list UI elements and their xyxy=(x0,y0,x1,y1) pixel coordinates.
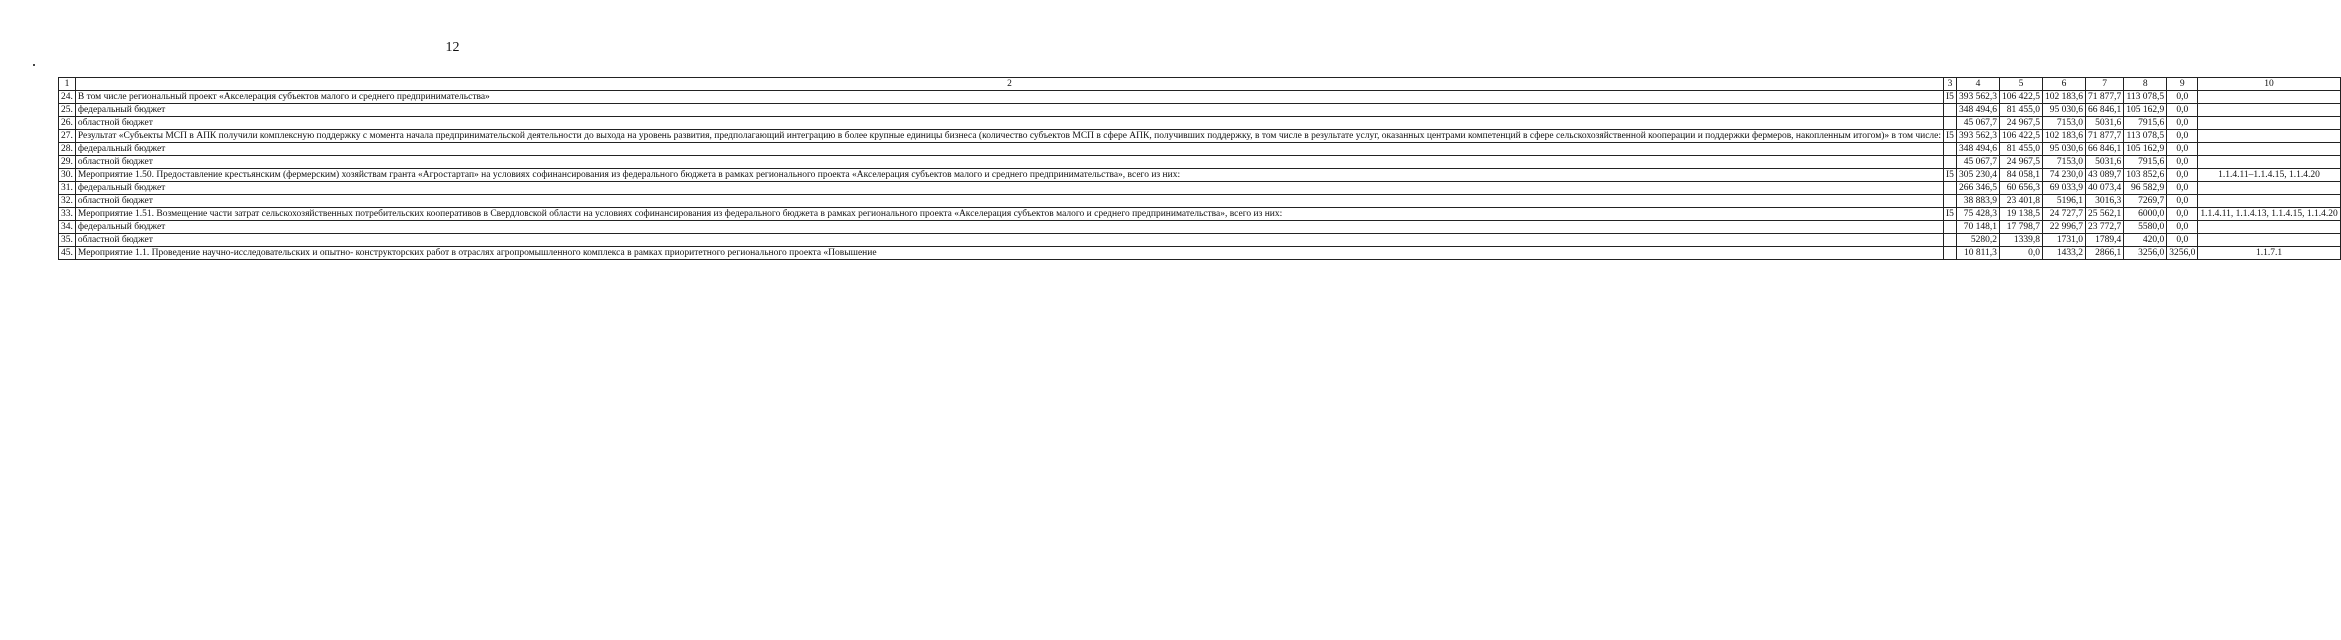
row-value-col6: 5196,1 xyxy=(2042,195,2085,208)
row-value-col5: 84 058,1 xyxy=(1999,169,2042,182)
row-number: 25. xyxy=(59,104,76,117)
row-value-col4: 10 811,3 xyxy=(1956,247,1999,260)
row-reference xyxy=(2198,130,2340,143)
row-value-col9: 0,0 xyxy=(2167,117,2198,130)
header-cell: 7 xyxy=(2085,78,2123,91)
row-value-col8: 420,0 xyxy=(2124,234,2167,247)
row-value-col7: 71 877,7 xyxy=(2085,130,2123,143)
row-value-col6: 22 996,7 xyxy=(2042,221,2085,234)
row-value-col9: 0,0 xyxy=(2167,221,2198,234)
row-number: 24. xyxy=(59,91,76,104)
row-description: областной бюджет xyxy=(75,117,1943,130)
row-value-col9: 0,0 xyxy=(2167,156,2198,169)
row-code xyxy=(1944,195,1957,208)
row-description: федеральный бюджет xyxy=(75,143,1943,156)
table-row xyxy=(59,104,2341,117)
table-row xyxy=(59,130,2341,143)
row-value-col5: 19 138,5 xyxy=(1999,208,2042,221)
row-code xyxy=(1944,117,1957,130)
row-value-col6: 102 183,6 xyxy=(2042,130,2085,143)
row-value-col8: 3256,0 xyxy=(2124,247,2167,260)
row-value-col6: 7153,0 xyxy=(2042,156,2085,169)
row-description: федеральный бюджет xyxy=(75,221,1943,234)
row-reference xyxy=(2198,91,2340,104)
row-value-col4: 75 428,3 xyxy=(1956,208,1999,221)
row-value-col4: 393 562,3 xyxy=(1956,91,1999,104)
header-cell: 6 xyxy=(2042,78,2085,91)
row-value-col7: 5031,6 xyxy=(2085,117,2123,130)
row-number: 35. xyxy=(59,234,76,247)
row-value-col6: 24 727,7 xyxy=(2042,208,2085,221)
row-value-col5: 24 967,5 xyxy=(1999,156,2042,169)
scan-dot xyxy=(33,64,35,66)
row-value-col7: 2866,1 xyxy=(2085,247,2123,260)
row-value-col7: 40 073,4 xyxy=(2085,182,2123,195)
row-code xyxy=(1944,104,1957,117)
row-value-col8: 103 852,6 xyxy=(2124,169,2167,182)
row-reference: 1.1.4.11–1.1.4.15, 1.1.4.20 xyxy=(2198,169,2340,182)
row-value-col7: 3016,3 xyxy=(2085,195,2123,208)
row-value-col8: 113 078,5 xyxy=(2124,91,2167,104)
row-value-col4: 45 067,7 xyxy=(1956,117,1999,130)
row-value-col4: 348 494,6 xyxy=(1956,143,1999,156)
row-value-col8: 96 582,9 xyxy=(2124,182,2167,195)
row-value-col6: 1731,0 xyxy=(2042,234,2085,247)
table-row xyxy=(59,221,2341,234)
row-value-col8: 7269,7 xyxy=(2124,195,2167,208)
row-number: 29. xyxy=(59,156,76,169)
row-reference: 1.1.4.11, 1.1.4.13, 1.1.4.15, 1.1.4.20 xyxy=(2198,208,2340,221)
header-cell: 8 xyxy=(2124,78,2167,91)
row-value-col7: 25 562,1 xyxy=(2085,208,2123,221)
row-reference xyxy=(2198,195,2340,208)
row-value-col9: 0,0 xyxy=(2167,208,2198,221)
row-value-col4: 393 562,3 xyxy=(1956,130,1999,143)
row-code xyxy=(1944,143,1957,156)
row-value-col7: 66 846,1 xyxy=(2085,143,2123,156)
header-cell: 1 xyxy=(59,78,76,91)
row-value-col8: 105 162,9 xyxy=(2124,143,2167,156)
row-description: В том числе региональный проект «Акселерация субъектов малого и среднего предпринимательства» xyxy=(75,91,1943,104)
row-code: I5 xyxy=(1944,208,1957,221)
row-value-col4: 305 230,4 xyxy=(1956,169,1999,182)
table-row xyxy=(59,143,2341,156)
row-value-col9: 0,0 xyxy=(2167,104,2198,117)
row-value-col5: 24 967,5 xyxy=(1999,117,2042,130)
row-value-col9: 0,0 xyxy=(2167,130,2198,143)
row-value-col9: 0,0 xyxy=(2167,234,2198,247)
row-value-col8: 105 162,9 xyxy=(2124,104,2167,117)
row-value-col4: 70 148,1 xyxy=(1956,221,1999,234)
row-value-col7: 71 877,7 xyxy=(2085,91,2123,104)
row-value-col8: 5580,0 xyxy=(2124,221,2167,234)
row-reference xyxy=(2198,104,2340,117)
row-reference xyxy=(2198,221,2340,234)
row-number: 27. xyxy=(59,130,76,143)
row-code xyxy=(1944,221,1957,234)
row-value-col6: 95 030,6 xyxy=(2042,104,2085,117)
table-row xyxy=(59,91,2341,104)
header-cell: 9 xyxy=(2167,78,2198,91)
row-value-col9: 0,0 xyxy=(2167,169,2198,182)
row-number: 34. xyxy=(59,221,76,234)
header-cell: 2 xyxy=(75,78,1943,91)
row-number: 26. xyxy=(59,117,76,130)
row-description: Мероприятие 1.51. Возмещение части затрат сельскохозяйственных потребительских кооперативов в Свердловской области на условиях софинансирования из федерального бюджета в рамках регионального проекта «Акселерация субъектов малого и среднего предпринимательства», всего из них: xyxy=(75,208,1943,221)
row-value-col9: 0,0 xyxy=(2167,143,2198,156)
row-code xyxy=(1944,234,1957,247)
row-code: I5 xyxy=(1944,91,1957,104)
row-description: Результат «Субъекты МСП в АПК получили комплексную поддержку с момента начала предпринимательской деятельности до выхода на уровень развития, предполагающий интеграцию в более крупные единицы бизнеса (количество субъектов МСП в сфере АПК, получивших поддержку, в том числе в результате услуг, оказанных центрами компетенций в сфере сельскохозяйственной кооперации и поддержки фермеров, накопленным итогом)» в том числе: xyxy=(75,130,1943,143)
row-value-col8: 7915,6 xyxy=(2124,156,2167,169)
row-reference xyxy=(2198,117,2340,130)
row-description: федеральный бюджет xyxy=(75,104,1943,117)
row-value-col7: 5031,6 xyxy=(2085,156,2123,169)
row-value-col8: 113 078,5 xyxy=(2124,130,2167,143)
row-description: Мероприятие 1.1. Проведение научно-исследовательских и опытно- конструкторских работ в отраслях агропромышленного комплекса в рамках приоритетного регионального проекта «Повышение xyxy=(75,247,1943,260)
row-code xyxy=(1944,182,1957,195)
row-reference: 1.1.7.1 xyxy=(2198,247,2340,260)
row-number: 31. xyxy=(59,182,76,195)
row-reference xyxy=(2198,234,2340,247)
row-code xyxy=(1944,247,1957,260)
row-description: областной бюджет xyxy=(75,195,1943,208)
table-row xyxy=(59,247,2341,260)
row-value-col7: 23 772,7 xyxy=(2085,221,2123,234)
row-value-col9: 0,0 xyxy=(2167,91,2198,104)
header-cell: 5 xyxy=(1999,78,2042,91)
row-code: I5 xyxy=(1944,130,1957,143)
row-reference xyxy=(2198,143,2340,156)
row-value-col4: 266 346,5 xyxy=(1956,182,1999,195)
row-value-col9: 0,0 xyxy=(2167,182,2198,195)
table-row xyxy=(59,234,2341,247)
row-number: 30. xyxy=(59,169,76,182)
row-description: федеральный бюджет xyxy=(75,182,1943,195)
row-value-col9: 3256,0 xyxy=(2167,247,2198,260)
row-value-col4: 45 067,7 xyxy=(1956,156,1999,169)
row-value-col6: 69 033,9 xyxy=(2042,182,2085,195)
table-row xyxy=(59,169,2341,182)
row-value-col6: 7153,0 xyxy=(2042,117,2085,130)
row-code xyxy=(1944,156,1957,169)
row-description: областной бюджет xyxy=(75,234,1943,247)
row-reference xyxy=(2198,182,2340,195)
header-cell: 10 xyxy=(2198,78,2340,91)
header-cell: 3 xyxy=(1944,78,1957,91)
row-value-col8: 6000,0 xyxy=(2124,208,2167,221)
row-value-col7: 66 846,1 xyxy=(2085,104,2123,117)
row-value-col7: 1789,4 xyxy=(2085,234,2123,247)
budget-table xyxy=(58,77,2341,260)
row-value-col5: 81 455,0 xyxy=(1999,104,2042,117)
table-row xyxy=(59,195,2341,208)
row-value-col6: 1433,2 xyxy=(2042,247,2085,260)
table-row xyxy=(59,117,2341,130)
table-row xyxy=(59,182,2341,195)
row-value-col6: 102 183,6 xyxy=(2042,91,2085,104)
header-row xyxy=(59,78,2341,91)
row-number: 45. xyxy=(59,247,76,260)
row-value-col4: 5280,2 xyxy=(1956,234,1999,247)
row-value-col5: 106 422,5 xyxy=(1999,130,2042,143)
row-value-col5: 0,0 xyxy=(1999,247,2042,260)
row-value-col5: 106 422,5 xyxy=(1999,91,2042,104)
row-value-col4: 38 883,9 xyxy=(1956,195,1999,208)
row-value-col5: 60 656,3 xyxy=(1999,182,2042,195)
table-row xyxy=(59,156,2341,169)
row-value-col5: 81 455,0 xyxy=(1999,143,2042,156)
row-value-col4: 348 494,6 xyxy=(1956,104,1999,117)
row-value-col5: 17 798,7 xyxy=(1999,221,2042,234)
table-row xyxy=(59,208,2341,221)
row-value-col8: 7915,6 xyxy=(2124,117,2167,130)
header-cell: 4 xyxy=(1956,78,1999,91)
row-number: 32. xyxy=(59,195,76,208)
page-number: 12 xyxy=(445,40,460,55)
row-reference xyxy=(2198,156,2340,169)
row-value-col7: 43 089,7 xyxy=(2085,169,2123,182)
row-value-col6: 74 230,0 xyxy=(2042,169,2085,182)
row-number: 28. xyxy=(59,143,76,156)
row-value-col9: 0,0 xyxy=(2167,195,2198,208)
row-description: областной бюджет xyxy=(75,156,1943,169)
row-value-col5: 1339,8 xyxy=(1999,234,2042,247)
row-value-col6: 95 030,6 xyxy=(2042,143,2085,156)
row-value-col5: 23 401,8 xyxy=(1999,195,2042,208)
row-code: I5 xyxy=(1944,169,1957,182)
row-description: Мероприятие 1.50. Предоставление крестьянским (фермерским) хозяйствам гранта «Агростартап» на условиях софинансирования из федерального бюджета в рамках регионального проекта «Акселерация субъектов малого и среднего предпринимательства», всего из них: xyxy=(75,169,1943,182)
row-number: 33. xyxy=(59,208,76,221)
page-bottom-edge xyxy=(0,612,905,640)
